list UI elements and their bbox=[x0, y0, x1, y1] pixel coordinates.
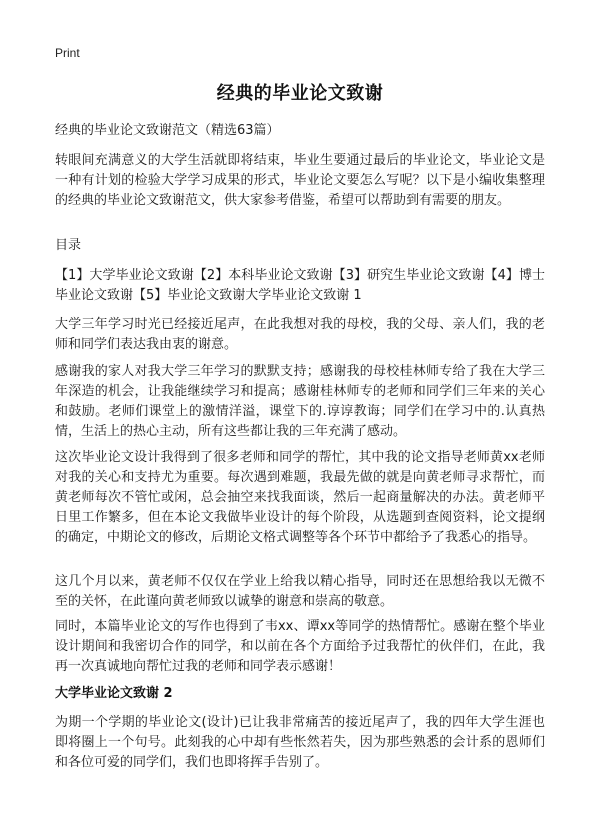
subtitle: 经典的毕业论文致谢范文（精选63篇） bbox=[55, 123, 280, 138]
toc-entries[interactable]: 【1】大学毕业论文致谢【2】本科毕业论文致谢【3】研究生毕业论文致谢【4】博士毕业论文致谢【5】毕业论文致谢大学毕业论文致谢 1 bbox=[55, 268, 545, 303]
print-link[interactable]: Print bbox=[55, 46, 80, 60]
toc-heading: 目录 bbox=[55, 238, 82, 253]
body-paragraph: 大学三年学习时光已经接近尾声，在此我想对我的母校，我的父母、亲人们，我的老师和同学们表达我由衷的谢意。 bbox=[55, 317, 545, 352]
body-paragraph: 这几个月以来，黄老师不仅仅在学业上给我以精心指导，同时还在思想给我以无微不至的关怀，在此谨向黄老师致以诚挚的谢意和崇高的敬意。 bbox=[55, 574, 545, 609]
page-title: 经典的毕业论文致谢 bbox=[216, 83, 384, 104]
body-paragraph: 感谢我的家人对我大学三年学习的默默支持；感谢我的母校桂林师专给了我在大学三年深造的机会，让我能继续学习和提高；感谢桂林师专的老师和同学们三年来的关心和鼓励。老师们课堂上的激情洋溢，课堂下的.谆谆教诲；同学们在学习中的.认真热情，生活上的热心主动，所有这些都让我的三年充满了感动。 bbox=[55, 364, 545, 439]
body-paragraph: 同时，本篇毕业论文的写作也得到了韦xx、谭xx等同学的热情帮忙。感谢在整个毕业设计期间和我密切合作的同学，和以前在各个方面给予过我帮忙的伙伴们，在此，我再一次真诚地向帮忙过我的老师和同学表示感谢！ bbox=[55, 619, 545, 674]
body-paragraph: 这次毕业论文设计我得到了很多老师和同学的帮忙，其中我的论文指导老师黄xx老师对我的关心和支持尤为重要。每次遇到难题，我最先做的就是向黄老师寻求帮忙，而黄老师每次不管忙或闲，总会抽空来找我面谈，然后一起商量解决的办法。黄老师平日里工作繁多，但在本论文我做毕业设计的每个阶段，从选题到查阅资料，论文提纲的确定，中期论文的修改，后期论文格式调整等各个环节中都给予了我悉心的指导。 bbox=[55, 450, 545, 545]
intro-paragraph: 转眼间充满意义的大学生活就即将结束，毕业生要通过最后的毕业论文，毕业论文是一种有计划的检验大学学习成果的形式，毕业论文要怎么写呢？以下是小编收集整理的经典的毕业论文致谢范文，供大家参考借鉴，希望可以帮助到有需要的朋友。 bbox=[55, 153, 545, 208]
body-paragraph: 为期一个学期的毕业论文(设计)已让我非常痛苦的接近尾声了，我的四年大学生涯也即将圈上一个句号。此刻我的心中却有些怅然若失，因为那些熟悉的会计系的恩师们和各位可爱的同学们，我们也即将挥手告别了。 bbox=[55, 715, 545, 770]
section-heading: 大学毕业论文致谢 2 bbox=[55, 686, 173, 701]
